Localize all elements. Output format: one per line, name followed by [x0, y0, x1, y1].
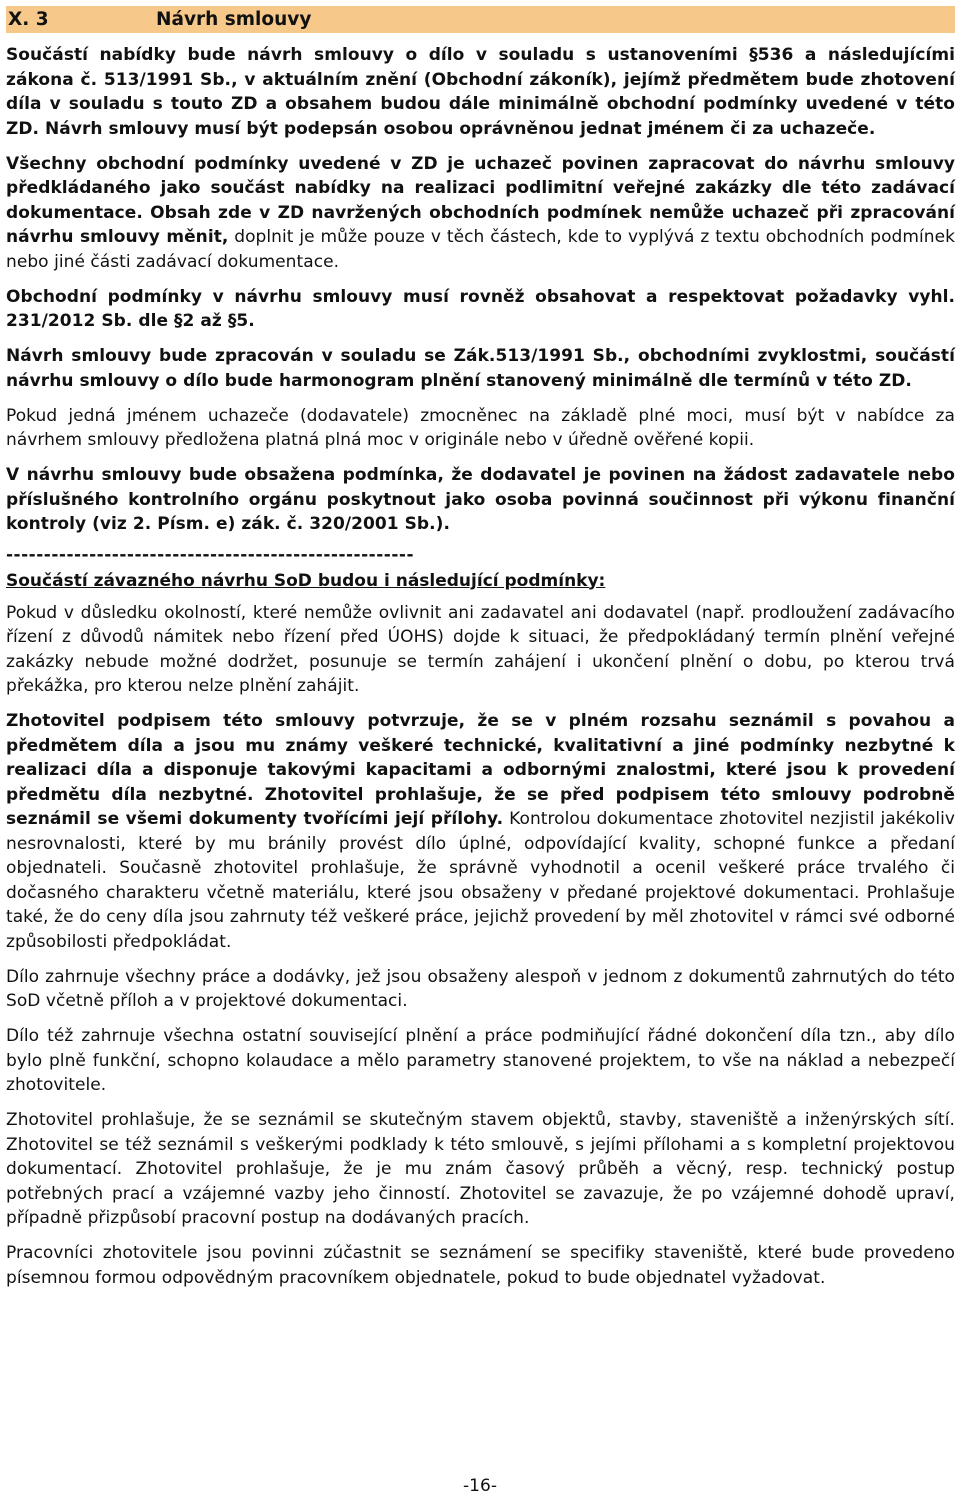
section-title: Návrh smlouvy: [156, 9, 312, 30]
page-number: -16-: [463, 1476, 497, 1496]
document-page: [6, 6, 955, 1301]
section-heading: [6, 6, 955, 33]
paragraph-contractor-declaration-bold: Zhotovitel podpisem této smlouvy potvrzuje, že se v plném rozsahu seznámil s povahou a předmětem díla a jsou mu známy veškeré technické, kvalitativní a jiné podmínky nezbytné k realizaci díla a disponuje takovými kapacitami a odbornými znalostmi, které jsou k provedení předmětu díla nezbytné. Zhotovitel prohlašuje, že se před podpisem této smlouvy podrobně seznámil se všemi dokumenty tvořícími její přílohy.: [6, 711, 955, 829]
paragraph-intro: Součástí nabídky bude návrh smlouvy o dílo v souladu s ustanoveními §536 a následujícími zákona č. 513/1991 Sb., v aktuálním znění (Obchodní zákoník), jejímž předmětem bude zhotovení díla v souladu s touto ZD a obsahem budou dále minimálně obchodní podmínky uvedené v této ZD. Návrh smlouvy musí být podepsán osobou oprávněnou jednat jménem či za uchazeče.: [6, 45, 955, 139]
paragraph-site-briefing: Pracovníci zhotovitele jsou povinni zúčastnit se seznámení se specifiky staveniště, které bude provedeno písemnou formou odpovědným pracovníkem objednatele, pokud to bude objednatel vyžadovat.: [6, 1243, 955, 1288]
paragraph-scope-documents: Dílo zahrnuje všechny práce a dodávky, jež jsou obsaženy alespoň v jednom z dokumentů zahrnutých do této SoD včetně příloh a v projektové dokumentaci.: [6, 966, 955, 1011]
paragraph-contractor-declaration-normal: Kontrolou dokumentace zhotovitel nezjistil jakékoliv nesrovnalosti, které by mu bránily provést dílo úplné, odpovídající kvality, schopné funkce a předaní objednateli. Současně zhotovitel prohlašuje, že správně vyhodnotil a ocenil veškeré práce trvalého či dočasného charakteru včetně materiálu, které jsou obsaženy v předané projektové dokumentaci. Prohlašuje také, že do ceny díla jsou zahrnuty též veškeré práce, jejichž provedení by měl zhotovitel v rámci své odborné způsobilosti předpokládat.: [6, 809, 955, 952]
subsection-title: Součástí závazného návrhu SoD budou i následující podmínky:: [6, 570, 606, 591]
paragraph-scope-related: Dílo též zahrnuje všechna ostatní související plnění a práce podmiňující řádné dokončení díla tzn., aby dílo bylo plně funkční, schopno kolaudace a mělo parametry stanovené projektem, to vše na náklad a nebezpečí zhotovitele.: [6, 1026, 955, 1095]
paragraph-deadline-shift: Pokud v důsledku okolností, které nemůže ovlivnit ani zadavatel ani dodavatel (např. prodloužení zadávacího řízení z důvodů námitek nebo řízení před ÚOHS) dojde k situaci, že předpokládaný termín plnění veřejné zakázky nebude možné dodržet, posunuje se termín zahájení i ukončení plnění o dobu, po kterou trvá překážka, pro kterou nelze plnění zahájit.: [6, 602, 955, 696]
paragraph-conditions-normal: doplnit je může pouze v těch částech, kde to vyplývá z textu obchodních podmínek nebo jiné části zadávací dokumentace.: [6, 227, 955, 272]
paragraph-site-familiarity: Zhotovitel prohlašuje, že se seznámil se skutečným stavem objektů, stavby, staveniště a inženýrských sítí. Zhotovitel se též seznámil s veškerými podklady k této smlouvě, s jejími přílohami a s kompletní projektovou dokumentací. Zhotovitel prohlašuje, že je mu znám časový průběh a věcný, resp. technický postup potřebných prací a vzájemné vazby jeho činností. Zhotovitel se zavazuje, že po vzájemné dohodě upraví, případně přizpůsobí pracovní postup na dodávaných pracích.: [6, 1110, 955, 1228]
paragraph-contractor-declaration: [6, 709, 955, 954]
paragraph-power-of-attorney: Pokud jedná jménem uchazeče (dodavatele) zmocněnec na základě plné moci, musí být v nabídce za návrhem smlouvy předložena platná plná moc v originále nebo v úředně ověřené kopii.: [6, 405, 955, 450]
paragraph-conditions-bold: Všechny obchodní podmínky uvedené v ZD je uchazeč povinen zapracovat do návrhu smlouvy předkládaného jako součást nabídky na realizaci podlimitní veřejné zakázky dle této zadávací dokumentace. Obsah zde v ZD navržených obchodních podmínek nemůže uchazeč při zpracování návrhu smlouvy měnit,: [6, 153, 955, 247]
divider-dashes: ------------------------------------------------------: [6, 544, 415, 565]
paragraph-conditions: [6, 152, 955, 275]
paragraph-requirements: Obchodní podmínky v návrhu smlouvy musí rovněž obsahovat a respektovat požadavky vyhl. 231/2012 Sb. dle §2 až §5.: [6, 286, 955, 331]
paragraph-harmonogram: Návrh smlouvy bude zpracován v souladu se Zák.513/1991 Sb., obchodními zvyklostmi, součástí návrhu smlouvy o dílo bude harmonogram plnění stanovený minimálně dle termínů v této ZD.: [6, 346, 955, 391]
paragraph-financial-control: V návrhu smlouvy bude obsažena podmínka, že dodavatel je povinen na žádost zadavatele nebo příslušného kontrolního orgánu poskytnout jako osoba povinná součinnost při výkonu finanční kontroly (viz 2. Písm. e) zák. č. 320/2001 Sb.).: [6, 465, 955, 534]
section-number: X. 3: [8, 9, 49, 30]
